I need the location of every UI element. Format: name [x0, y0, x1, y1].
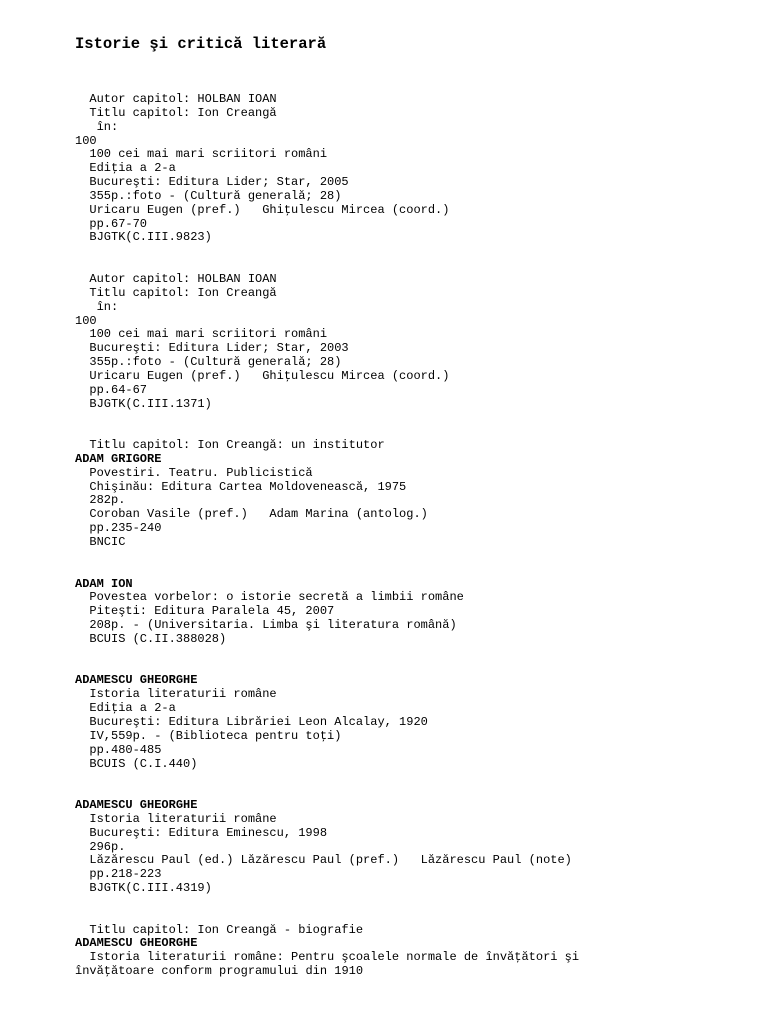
physical-description: 282p. [89, 493, 126, 508]
publication: Piteşti: Editura Paralela 45, 2007 [89, 604, 335, 619]
shelf-location: BJGTK(C.III.1371) [89, 396, 212, 411]
book-title: 100 cei mai mari scriitori români [89, 147, 328, 162]
chapter-title: Titlu capitol: Ion Creangă - biografie [89, 922, 364, 937]
book-title: Istoria literaturii române [89, 811, 277, 826]
entry-heading: ADAM ION [75, 576, 133, 591]
in-label: în: [96, 299, 119, 314]
page-range: pp.64-67 [89, 382, 147, 397]
page-title: Istorie şi critică literară [75, 35, 327, 53]
publication: Bucureşti: Editura Lider; Star, 2003 [89, 341, 349, 356]
in-label: în: [96, 119, 119, 134]
page-range: pp.235-240 [89, 521, 162, 536]
chapter-author: Autor capitol: HOLBAN IOAN [89, 92, 277, 106]
book-title: Povestea vorbelor: o istorie secretă a limbii române [89, 590, 464, 605]
book-title: 100 cei mai mari scriitori români [89, 327, 328, 342]
shelf-location: BJGTK(C.III.4319) [89, 881, 212, 896]
physical-description: 355p.:foto - (Cultură generală; 28) [89, 355, 342, 370]
physical-description: IV,559p. - (Biblioteca pentru toţi) [89, 728, 342, 743]
chapter-title: Titlu capitol: Ion Creangă [89, 285, 277, 300]
chapter-author: Autor capitol: HOLBAN IOAN [89, 271, 277, 286]
contributors: Lăzărescu Paul (ed.) Lăzărescu Paul (pref.) Lăzărescu Paul (note) [89, 853, 572, 868]
book-title-continued: învăţătoare conform programului din 1910 [75, 964, 364, 979]
shelf-location: BCUIS (C.II.388028) [89, 631, 227, 646]
publication: Bucureşti: Editura Eminescu, 1998 [89, 825, 328, 840]
page-range: pp.218-223 [89, 867, 162, 882]
book-title: Istoria literaturii române [89, 687, 277, 702]
entry-heading: ADAM GRIGORE [75, 451, 162, 466]
page-range: pp.67-70 [89, 216, 147, 231]
entry-heading: ADAMESCU GHEORGHE [75, 673, 198, 688]
bibliography-entry [75, 924, 745, 979]
physical-description: 355p.:foto - (Cultură generală; 28) [89, 188, 342, 203]
bibliography-entry [75, 439, 745, 550]
contributors: Uricaru Eugen (pref.) Ghiţulescu Mircea (coord.) [89, 202, 450, 217]
physical-description: 296p. [89, 839, 126, 854]
entry-heading: 100 [75, 133, 97, 148]
entry-heading: ADAMESCU GHEORGHE [75, 798, 198, 813]
publication: Chişinău: Editura Cartea Moldovenească, 1975 [89, 479, 407, 494]
book-title: Povestiri. Teatru. Publicistică [89, 465, 313, 480]
edition: Ediţia a 2-a [89, 701, 176, 716]
physical-description: 208p. - (Universitaria. Limba şi literatura română) [89, 618, 457, 633]
shelf-location: BCUIS (C.I.440) [89, 756, 198, 771]
bibliography-entry [75, 578, 745, 647]
entry-heading: 100 [75, 313, 97, 328]
shelf-location: BJGTK(C.III.9823) [89, 230, 212, 245]
edition: Ediţia a 2-a [89, 161, 176, 176]
bibliography-entry [75, 674, 745, 771]
bibliography-entry [75, 799, 745, 896]
publication: Bucureşti: Editura Librăriei Leon Alcalay, 1920 [89, 714, 428, 729]
chapter-title: Titlu capitol: Ion Creangă: un institutor [89, 438, 385, 453]
contributors: Uricaru Eugen (pref.) Ghiţulescu Mircea (coord.) [89, 368, 450, 383]
bibliography-entry [75, 273, 745, 411]
contributors: Coroban Vasile (pref.) Adam Marina (antolog.) [89, 507, 428, 522]
shelf-location: BNCIC [89, 535, 126, 549]
page-range: pp.480-485 [89, 742, 162, 757]
chapter-title: Titlu capitol: Ion Creangă [89, 105, 277, 120]
book-title: Istoria literaturii române: Pentru şcoalele normale de învăţători şi [89, 950, 580, 965]
bibliography-entry [75, 93, 745, 245]
bibliography-list [75, 93, 745, 1007]
entry-heading: ADAMESCU GHEORGHE [75, 936, 198, 951]
publication: Bucureşti: Editura Lider; Star, 2005 [89, 175, 349, 190]
